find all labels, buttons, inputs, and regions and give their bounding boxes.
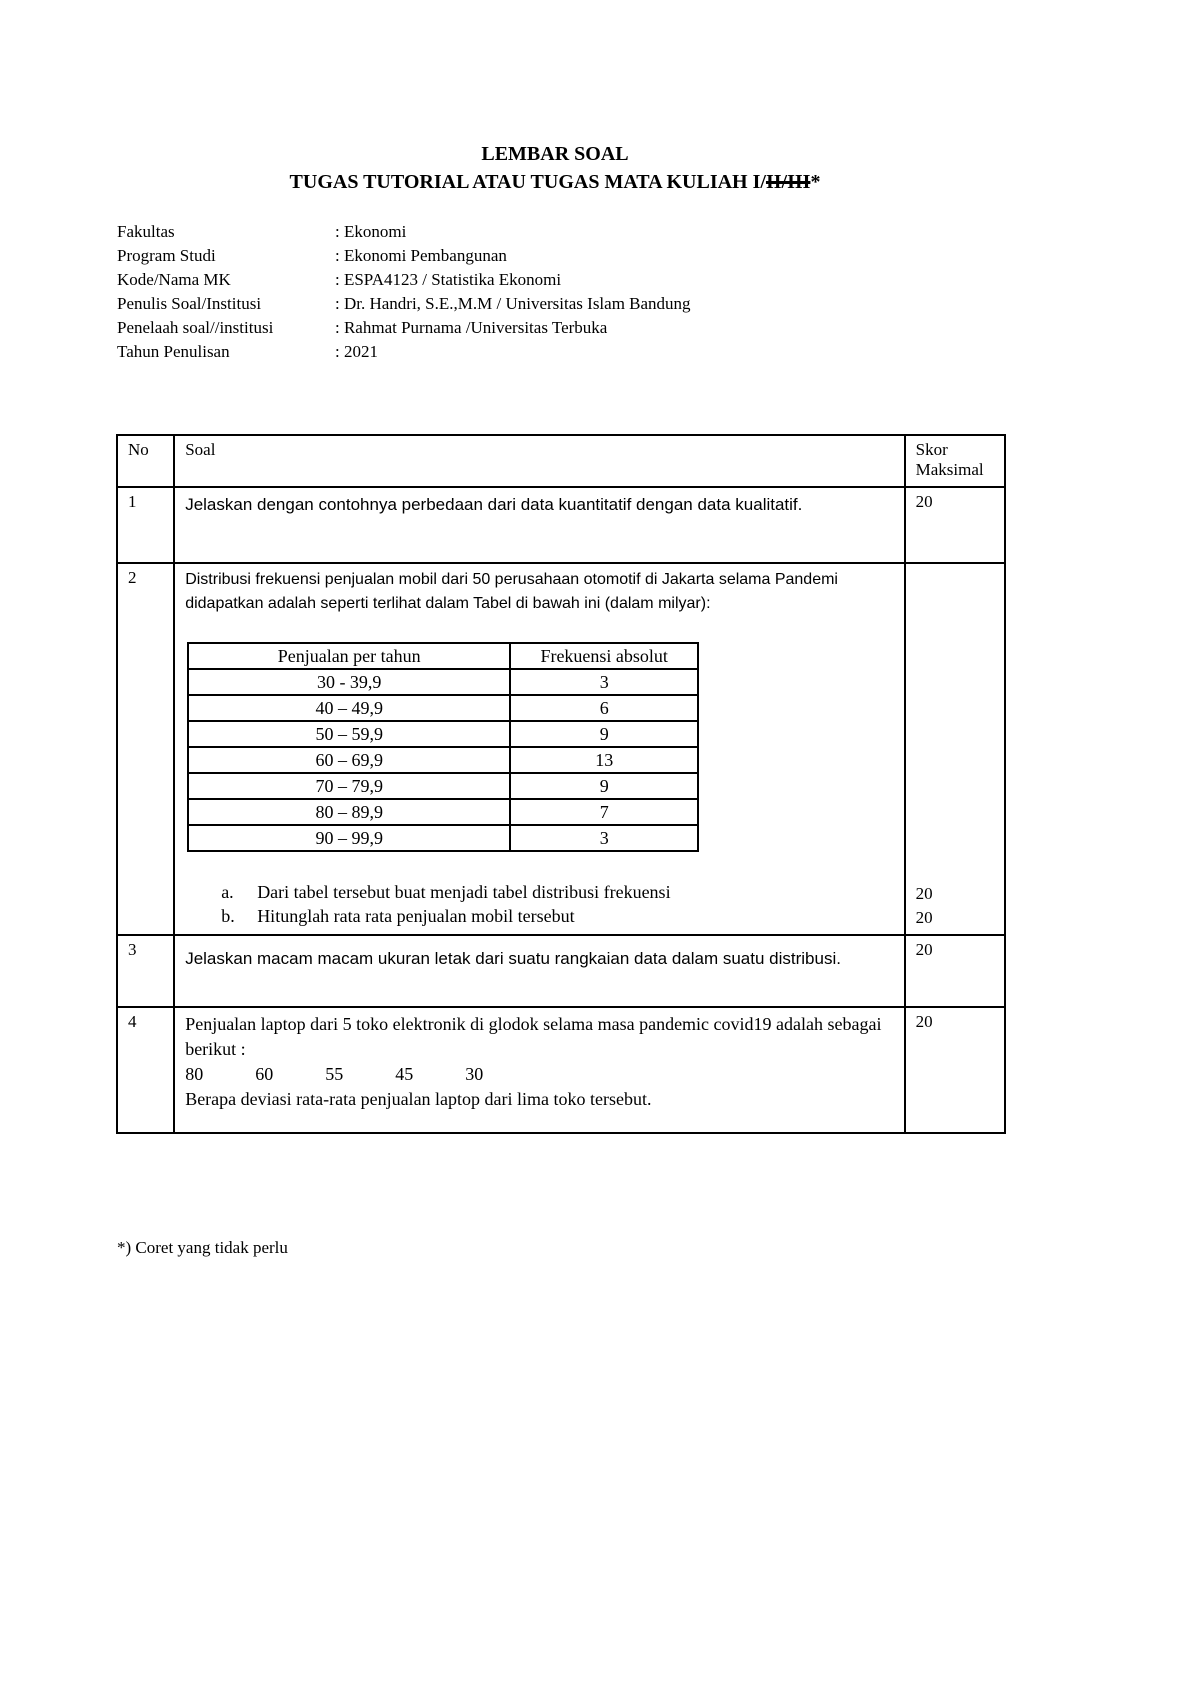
q4-text1: Penjualan laptop dari 5 toko elektronik di glodok selama masa pandemic covid19 adalah sebagai berikut :: [185, 1014, 882, 1059]
q2-sub-b: [185, 904, 893, 928]
freq-range: 80 – 89,9: [188, 799, 510, 825]
q4-text2: Berapa deviasi rata-rata penjualan laptop dari lima toko tersebut.: [185, 1089, 652, 1109]
table-row: [117, 563, 1005, 935]
page-subtitle: [0, 171, 1110, 194]
q3-text: Jelaskan macam macam ukuran letak dari suatu rangkaian data dalam suatu distribusi.: [174, 935, 904, 1007]
table-row: [117, 1007, 1005, 1133]
info-row: [117, 220, 691, 244]
freq-header-range: Penjualan per tahun: [188, 643, 510, 669]
freq-header-frequency: Frekuensi absolut: [510, 643, 698, 669]
info-value: : 2021: [335, 342, 378, 361]
header-skor-line2: Maksimal: [915, 460, 984, 479]
q4-score: 20: [905, 1007, 1005, 1133]
info-label: Fakultas: [117, 222, 175, 241]
freq-value: 7: [510, 799, 698, 825]
table-row: [117, 935, 1005, 1007]
info-value: : Ekonomi Pembangunan: [335, 246, 507, 265]
q4-number-value: 30: [465, 1064, 484, 1084]
info-label: Tahun Penulisan: [117, 342, 230, 361]
info-row: [117, 268, 691, 292]
freq-value: 9: [510, 721, 698, 747]
subtitle-struck: II/III: [765, 171, 811, 193]
freq-row: [188, 825, 698, 851]
info-row: [117, 340, 691, 364]
freq-value: 13: [510, 747, 698, 773]
q2-score-b: 20: [915, 908, 933, 927]
freq-range: 60 – 69,9: [188, 747, 510, 773]
q2-sub-b-letter: b.: [221, 906, 235, 926]
info-value: : Dr. Handri, S.E.,M.M / Universitas Islam Bandung: [335, 294, 691, 313]
freq-range: 30 - 39,9: [188, 669, 510, 695]
header-skor-line1: Skor: [915, 440, 948, 459]
info-row: [117, 244, 691, 268]
info-label: Kode/Nama MK: [117, 270, 231, 289]
page-title: LEMBAR SOAL: [481, 143, 629, 165]
freq-row: [188, 721, 698, 747]
q4-number-value: 60: [255, 1064, 274, 1084]
q4-number-value: 55: [325, 1064, 344, 1084]
q2-sub-b-text: Hitunglah rata rata penjualan mobil tersebut: [257, 906, 575, 926]
freq-value: 6: [510, 695, 698, 721]
info-label: Program Studi: [117, 246, 216, 265]
q4-number-value: 45: [395, 1064, 414, 1084]
q2-sub-a-letter: a.: [221, 882, 234, 902]
freq-range: 90 – 99,9: [188, 825, 510, 851]
subtitle-main: TUGAS TUTORIAL ATAU TUGAS MATA KULIAH I/: [289, 171, 766, 193]
frequency-table: [187, 642, 699, 852]
freq-value: 9: [510, 773, 698, 799]
q1-text: Jelaskan dengan contohnya perbedaan dari data kuantitatif dengan data kualitatif.: [174, 487, 904, 563]
freq-value: 3: [510, 825, 698, 851]
q2-subquestions: [185, 880, 893, 928]
info-row: [117, 316, 691, 340]
q2-score-a: 20: [915, 884, 933, 903]
questions-table: [116, 434, 1006, 1134]
q3-number: 3: [117, 935, 174, 1007]
info-value: : Ekonomi: [335, 222, 407, 241]
q4-number: 4: [117, 1007, 174, 1133]
q2-content: [174, 563, 904, 935]
freq-row: [188, 799, 698, 825]
header-no: No: [117, 435, 174, 487]
course-info: [117, 220, 691, 364]
freq-range: 50 – 59,9: [188, 721, 510, 747]
q4-content: [174, 1007, 904, 1133]
header-skor: [905, 435, 1005, 487]
info-value: : Rahmat Purnama /Universitas Terbuka: [335, 318, 608, 337]
freq-header-row: [188, 643, 698, 669]
freq-value: 3: [510, 669, 698, 695]
footnote: *) Coret yang tidak perlu: [117, 1238, 288, 1257]
table-header-row: [117, 435, 1005, 487]
freq-row: [188, 695, 698, 721]
freq-range: 40 – 49,9: [188, 695, 510, 721]
q2-intro: Distribusi frekuensi penjualan mobil dari 50 perusahaan otomotif di Jakarta selama Pandemi didapatkan adalah seperti terlihat dalam Tabel di bawah ini (dalam milyar):: [185, 571, 838, 612]
info-value: : ESPA4123 / Statistika Ekonomi: [335, 270, 562, 289]
q4-number-value: 80: [185, 1064, 204, 1084]
info-label: Penulis Soal/Institusi: [117, 294, 262, 313]
table-row: [117, 487, 1005, 563]
freq-row: [188, 747, 698, 773]
q2-number: 2: [117, 563, 174, 935]
q2-sub-a-text: Dari tabel tersebut buat menjadi tabel distribusi frekuensi: [257, 882, 671, 902]
subtitle-end: *: [810, 171, 821, 193]
info-label: Penelaah soal//institusi: [117, 318, 274, 337]
header-soal: Soal: [174, 435, 904, 487]
freq-row: [188, 669, 698, 695]
q4-numbers: [185, 1062, 893, 1087]
q1-number: 1: [117, 487, 174, 563]
freq-range: 70 – 79,9: [188, 773, 510, 799]
q3-score: 20: [905, 935, 1005, 1007]
q2-scores: [905, 563, 1005, 935]
q2-score-stack: [916, 568, 994, 930]
freq-row: [188, 773, 698, 799]
q2-sub-a: [185, 880, 893, 904]
q1-score: 20: [905, 487, 1005, 563]
info-row: [117, 292, 691, 316]
